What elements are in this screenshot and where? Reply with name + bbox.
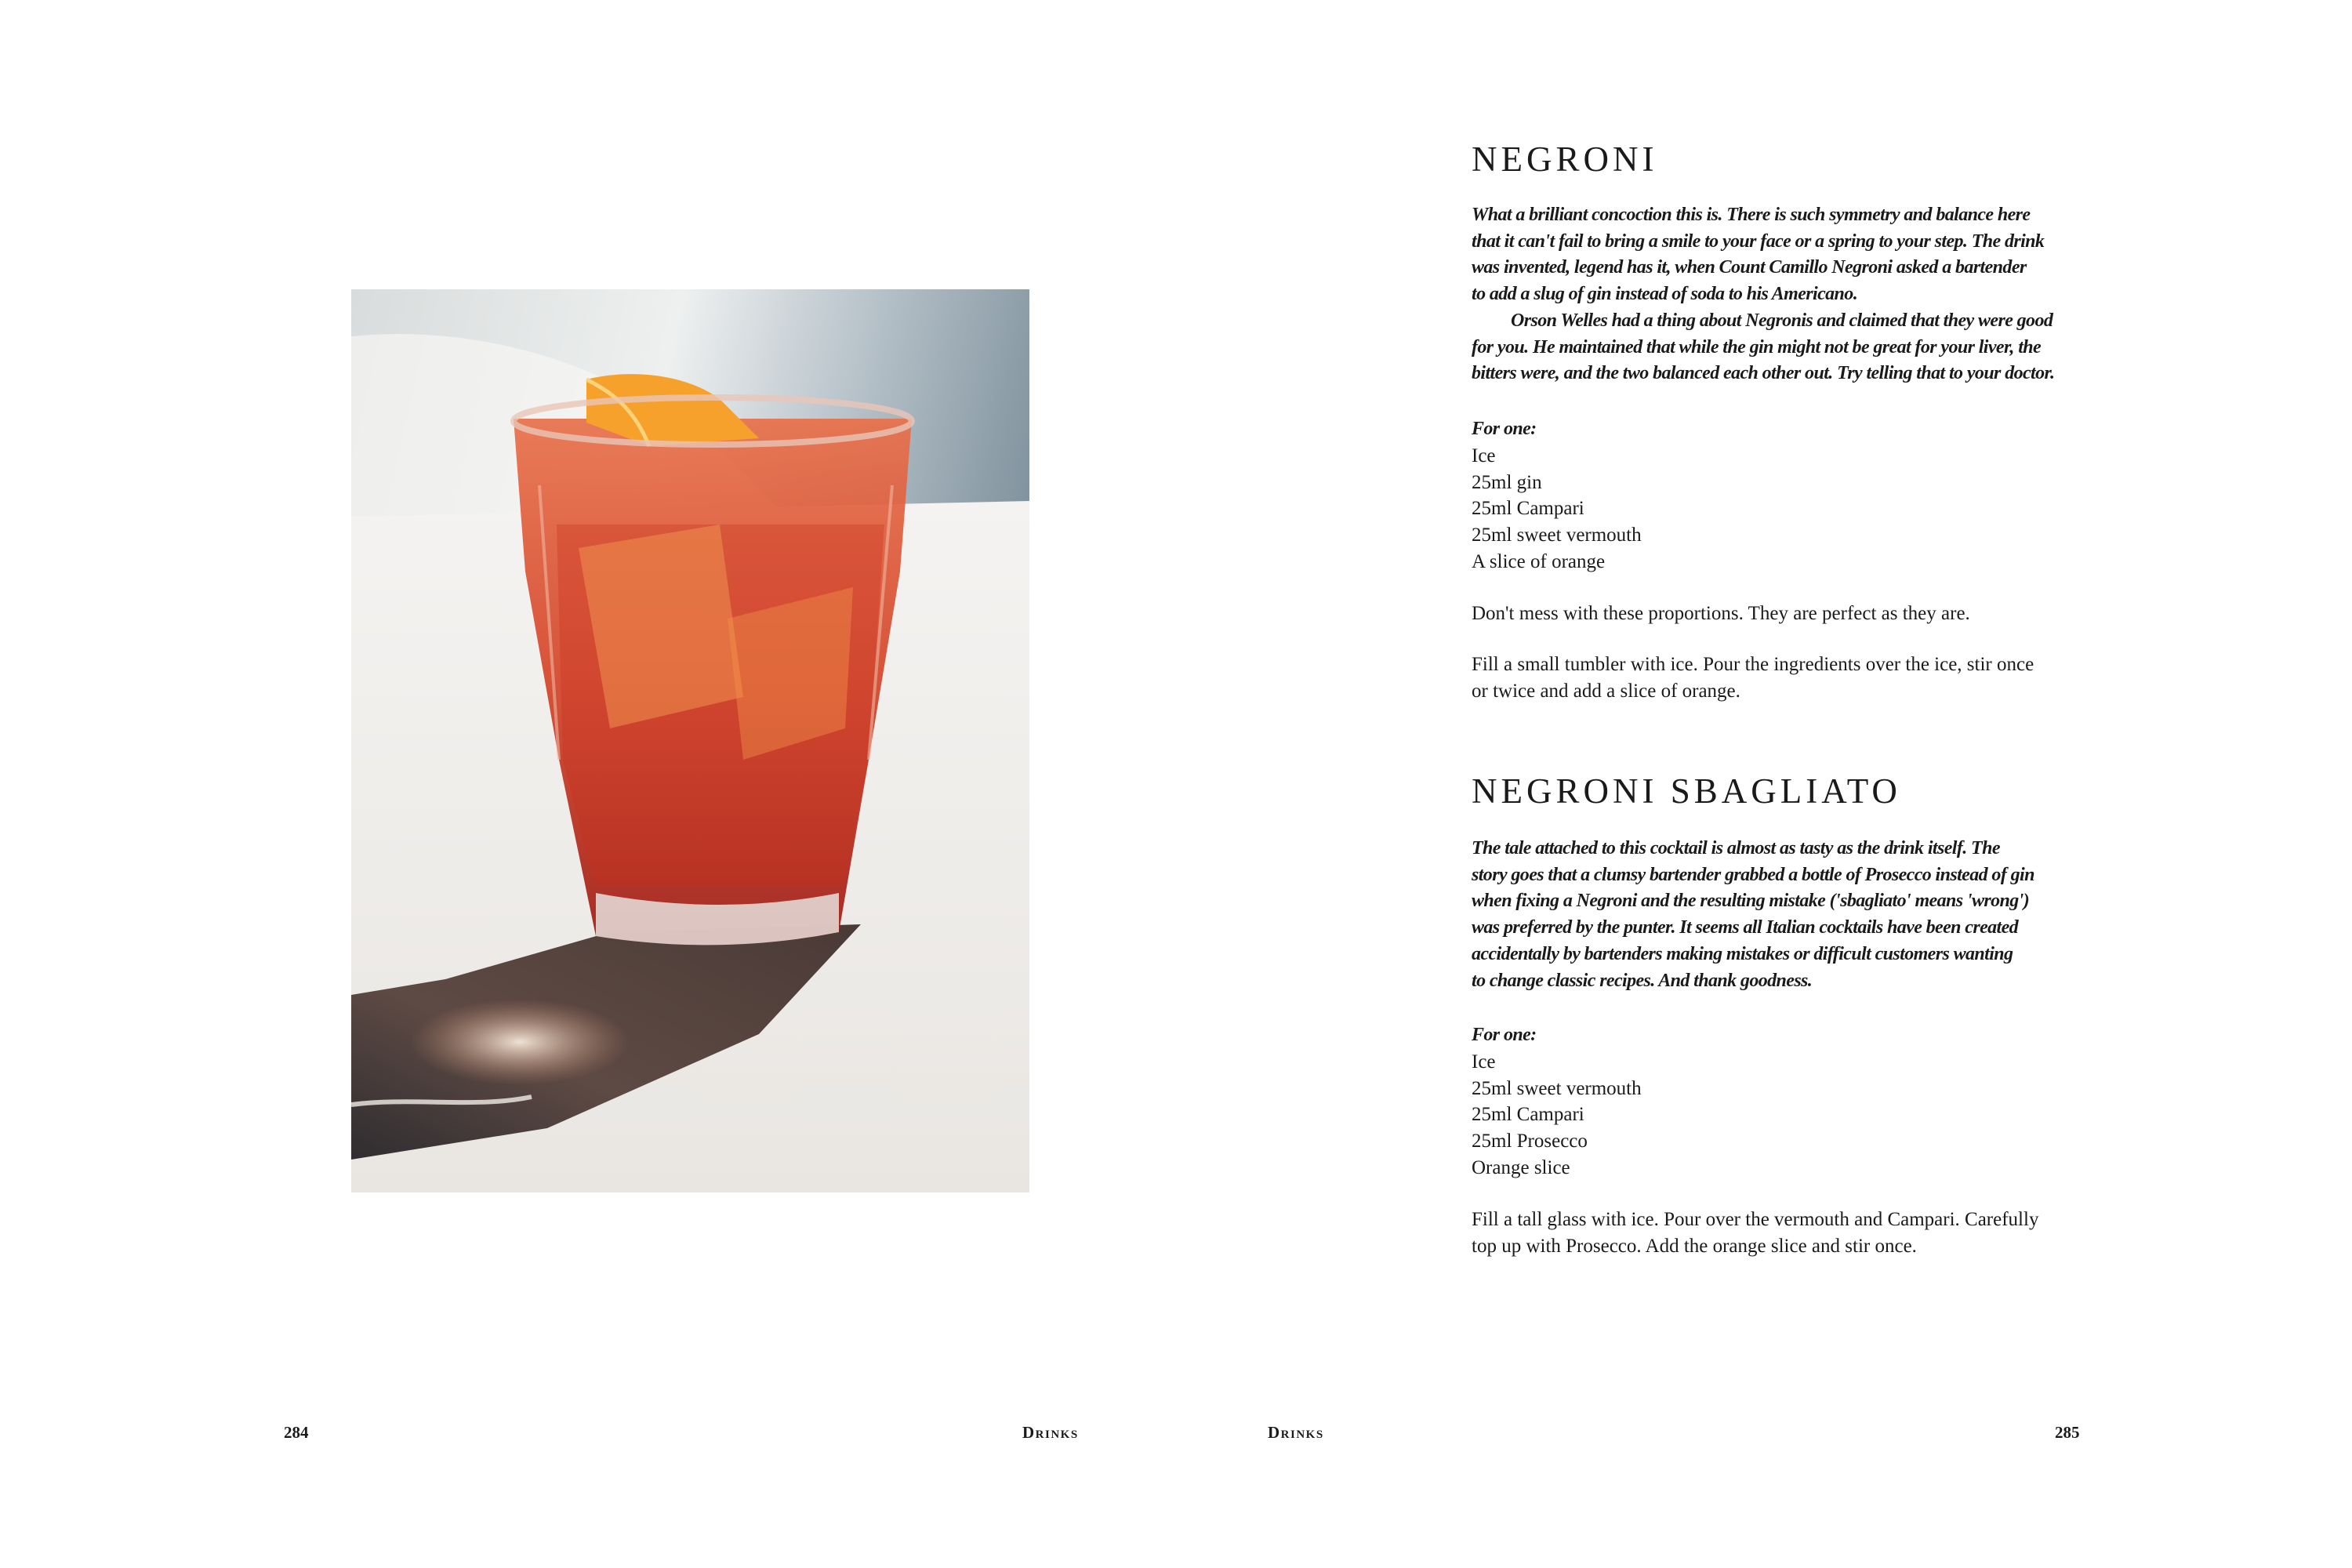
text-line: 25ml Campari (1472, 1104, 1584, 1126)
recipe-title: NEGRONI (1472, 140, 1658, 179)
text-line: to add a slug of gin instead of soda to his Americano. (1472, 284, 1858, 305)
text-line: top up with Prosecco. Add the orange slice and stir once. (1472, 1235, 1917, 1257)
recipe-negroni-intro (1472, 202, 2099, 387)
text-line: What a brilliant concoction this is. There is such symmetry and balance here (1472, 205, 2031, 225)
text-line: when fixing a Negroni and the resulting mistake ('sbagliato' means 'wrong') (1472, 891, 2030, 912)
text-line: 25ml sweet vermouth (1472, 1077, 1642, 1099)
running-head-left: Drinks (1022, 1423, 1079, 1442)
text-line: that it can't fail to bring a smile to your face or a spring to your step. The drink (1472, 230, 2045, 252)
running-head-right: Drinks (1268, 1423, 1324, 1442)
recipe-sbagliato-title (1472, 771, 2099, 811)
negroni-photo (351, 289, 1029, 1192)
text-line: story goes that a clumsy bartender grabbed a bottle of Prosecco instead of gin (1472, 864, 2034, 885)
text-line: Ice (1472, 445, 1496, 466)
text-line: accidentally by bartenders making mistakes or difficult customers wanting (1472, 943, 2013, 964)
text-line: or twice and add a slice of orange. (1472, 680, 1740, 702)
recipe-sbagliato-method (1472, 1207, 2099, 1259)
serves-label: For one: (1472, 1025, 1537, 1045)
text-line: Fill a small tumbler with ice. Pour the ingredients over the ice, stir once (1472, 654, 2034, 675)
text-line: Fill a tall glass with ice. Pour over the vermouth and Campari. Carefully (1472, 1209, 2039, 1230)
text-line: A slice of orange (1472, 550, 1606, 572)
recipe-sbagliato-intro (1472, 836, 2099, 994)
text-line: was invented, legend has it, when Count Camillo Negroni asked a bartender (1472, 257, 2027, 278)
text-line: 25ml Prosecco (1472, 1131, 1588, 1152)
text-line: Orange slice (1472, 1156, 1570, 1178)
page-number-right: 285 (2055, 1423, 2080, 1442)
text-line: 25ml gin (1472, 471, 1542, 493)
recipe-negroni-ingredients (1472, 443, 2099, 575)
text-line: bitters were, and the two balanced each other out. Try telling that to your doctor. (1472, 363, 2055, 384)
text-line: to change classic recipes. And thank goodness. (1472, 970, 1813, 991)
recipe-sbagliato-ingredients (1472, 1049, 2099, 1181)
recipe-negroni-method (1472, 652, 2099, 704)
text-line: 25ml sweet vermouth (1472, 524, 1642, 546)
page-number-left: 284 (284, 1423, 309, 1442)
recipe-negroni-note (1472, 601, 2099, 627)
text-line: The tale attached to this cocktail is almost as tasty as the drink itself. The (1472, 838, 2000, 858)
text-line: was preferred by the punter. It seems all Italian cocktails have been created (1472, 917, 2019, 938)
serves-label: For one: (1472, 419, 1537, 439)
recipe-negroni-title (1472, 140, 2099, 179)
text-line: Orson Welles had a thing about Negronis and claimed that they were good (1511, 310, 2053, 331)
recipe-negroni-serves (1472, 416, 2099, 443)
recipe-sbagliato-serves (1472, 1022, 2099, 1049)
text-line: for you. He maintained that while the gin might not be great for your liver, the (1472, 336, 2042, 358)
text-line: Ice (1472, 1051, 1496, 1073)
text-line: 25ml Campari (1472, 498, 1584, 520)
text-line: Don't mess with these proportions. They are perfect as they are. (1472, 603, 1970, 624)
recipe-title: NEGRONI SBAGLIATO (1472, 771, 1901, 811)
